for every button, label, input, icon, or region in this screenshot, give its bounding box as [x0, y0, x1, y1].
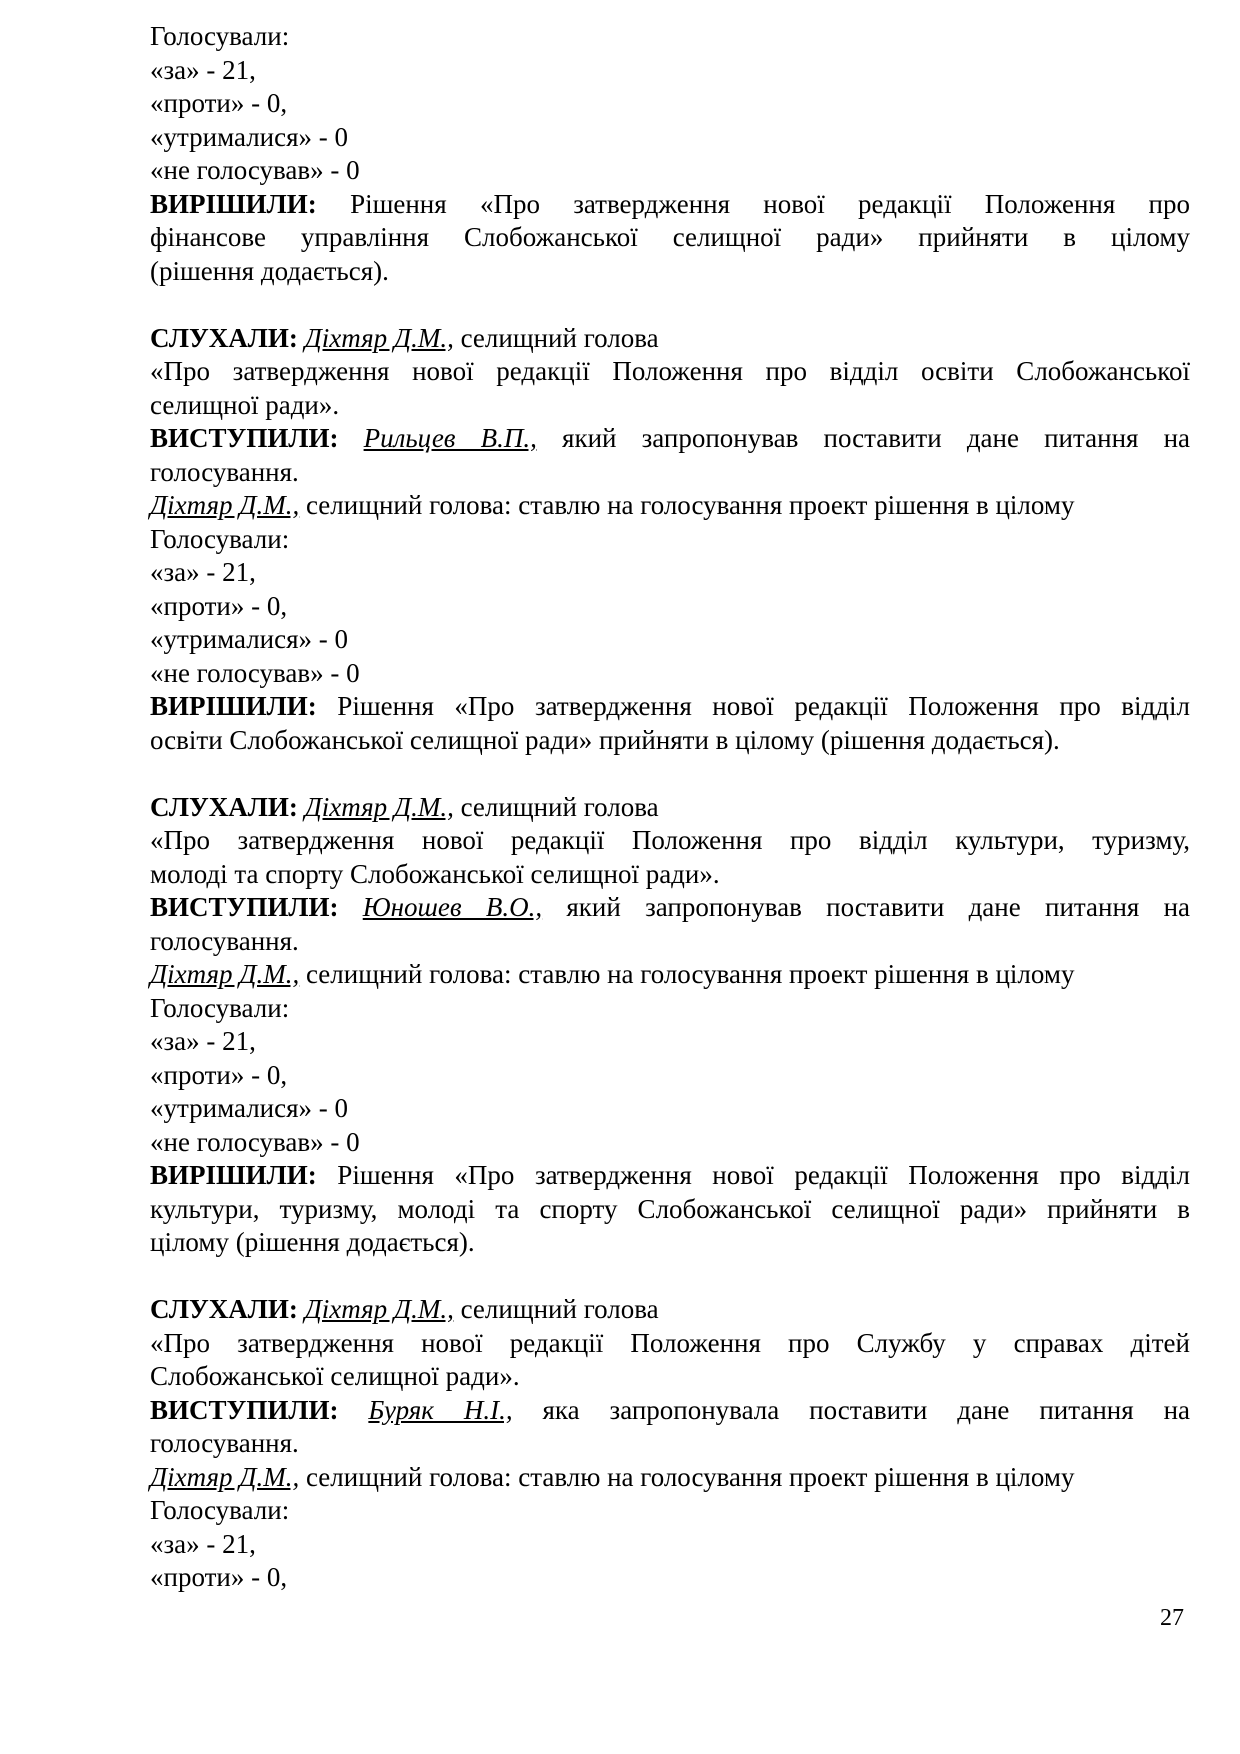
votes-for: «за» - 21,: [150, 1528, 256, 1559]
topic-line: «Про затвердження нової редакції Положення про відділ освіти Слобожанської: [150, 356, 1190, 386]
votes-against: «проти» - 0,: [150, 88, 288, 118]
votes-against: «проти» - 0,: [150, 1562, 288, 1592]
speaker-role: селищний голова: [453, 791, 659, 822]
spoke-line: [150, 891, 1190, 925]
heard-line: [150, 322, 1190, 356]
decision-line: фінансове управління Слобожанської селищної ради» прийняти в цілому: [150, 222, 1190, 252]
votes-title: Голосували:: [150, 1495, 290, 1525]
topic-line: «Про затвердження нової редакції Положення про Службу у справах дітей: [150, 1327, 1190, 1358]
heard-label: СЛУХАЛИ:: [150, 1294, 298, 1324]
chair-text: селищний голова: ставлю на голосування проект рішення в цілому: [299, 1461, 1075, 1492]
spoke-line: голосування.: [150, 1428, 299, 1458]
spoke-line: [150, 1394, 1190, 1428]
decided-label: ВИРІШИЛИ:: [150, 1160, 317, 1190]
spoke-text: яка запропонувала поставити дане питання на: [542, 1394, 1191, 1425]
spoke-line: голосування.: [150, 925, 299, 956]
speaker-name: Діхтяр Д.М.,: [304, 1294, 454, 1324]
votes-title: Голосували:: [150, 992, 290, 1023]
chair-line: [150, 958, 1190, 992]
speaker-name: Рильцев В.П.,: [363, 423, 537, 453]
decision-text: Рішення «Про затвердження нової редакції Положення про відділ: [316, 691, 1190, 721]
speaker-role: селищний голова: [453, 322, 659, 353]
spoke-line: [150, 422, 1190, 456]
page-number: 27: [1160, 1605, 1184, 1631]
spoke-label: ВИСТУПИЛИ:: [150, 892, 339, 922]
votes-abstained: «утрималися» - 0: [150, 1093, 349, 1123]
decision-line: цілому (рішення додається).: [150, 1227, 475, 1257]
chair-name: Діхтяр Д.М.,: [150, 490, 300, 520]
votes-title: Голосували:: [150, 21, 290, 51]
speaker-role: селищний голова: [453, 1294, 659, 1324]
decided-label: ВИРІШИЛИ:: [150, 188, 317, 219]
votes-against: «проти» - 0,: [150, 1059, 288, 1090]
chair-text: селищний голова: ставлю на голосування проект рішення в цілому: [299, 490, 1075, 520]
votes-against: «проти» - 0,: [150, 590, 288, 621]
votes-title: Голосували:: [150, 523, 290, 554]
chair-line: [150, 489, 1190, 523]
votes-for: «за» - 21,: [150, 54, 256, 85]
chair-text: селищний голова: ставлю на голосування проект рішення в цілому: [299, 959, 1075, 989]
votes-not-voted: «не голосував» - 0: [150, 657, 360, 688]
decision-line: [150, 1159, 1190, 1193]
decision-line: (рішення додається).: [150, 255, 389, 286]
votes-for: «за» - 21,: [150, 557, 256, 587]
decision-text: Рішення «Про затвердження нової редакції Положення про: [350, 188, 1191, 219]
decision-line: культури, туризму, молоді та спорту Слобожанської селищної ради» прийняти в: [150, 1193, 1190, 1224]
speaker-name: Юношев В.О.,: [362, 892, 543, 922]
votes-for: «за» - 21,: [150, 1026, 256, 1056]
votes-not-voted: «не голосував» - 0: [150, 1126, 360, 1157]
chair-name: Діхтяр Д.М.,: [150, 1461, 300, 1492]
heard-line: [150, 791, 1190, 825]
decision-line: [150, 690, 1190, 724]
topic-line: Слобожанської селищної ради».: [150, 1361, 520, 1391]
topic-line: селищної ради».: [150, 389, 340, 420]
topic-line: «Про затвердження нової редакції Положення про відділ культури, туризму,: [150, 825, 1190, 855]
heard-label: СЛУХАЛИ:: [150, 791, 298, 822]
spoke-text: який запропонував поставити дане питання на: [562, 423, 1191, 453]
votes-abstained: «утрималися» - 0: [150, 624, 349, 654]
decision-line: [150, 188, 1190, 222]
speaker-name: Діхтяр Д.М.,: [304, 322, 454, 353]
decision-text: Рішення «Про затвердження нової редакції Положення про відділ: [316, 1160, 1190, 1190]
document-page: [150, 20, 1190, 1595]
spoke-label: ВИСТУПИЛИ:: [150, 423, 339, 453]
votes-abstained: «утрималися» - 0: [150, 121, 349, 152]
spoke-label: ВИСТУПИЛИ:: [150, 1394, 339, 1425]
chair-name: Діхтяр Д.М.,: [150, 959, 300, 989]
speaker-name: Діхтяр Д.М.,: [304, 791, 454, 822]
decided-label: ВИРІШИЛИ:: [150, 691, 317, 721]
chair-line: [150, 1461, 1190, 1495]
decision-line: освіти Слобожанської селищної ради» прийняти в цілому (рішення додається).: [150, 724, 1060, 755]
speaker-name: Буряк Н.І.,: [368, 1394, 513, 1425]
spoke-text: який запропонував поставити дане питання на: [566, 892, 1191, 922]
heard-label: СЛУХАЛИ:: [150, 322, 298, 353]
votes-not-voted: «не голосував» - 0: [150, 155, 360, 185]
spoke-line: голосування.: [150, 456, 299, 487]
heard-line: [150, 1293, 1190, 1327]
topic-line: молоді та спорту Слобожанської селищної ради».: [150, 858, 720, 889]
